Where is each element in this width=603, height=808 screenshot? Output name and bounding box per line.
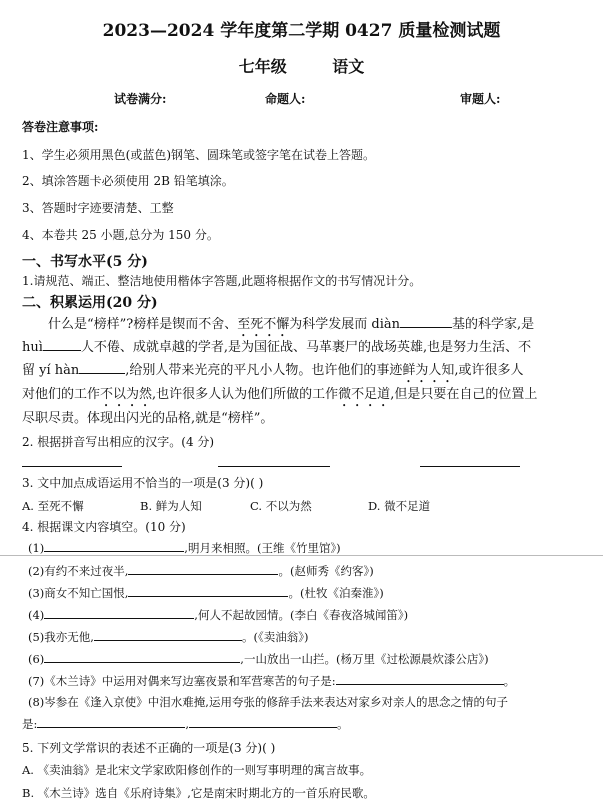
q4-item-1 (28, 539, 341, 556)
item-text: ,一山放出一山拦。(杨万里《过松源晨炊漆公店》) (240, 652, 489, 666)
item-text: ,明月来相照。(王维《竹里馆》) (184, 541, 341, 555)
q5-option-a[interactable]: A. 《卖油翁》是北宋文学家欧阳修创作的一则写事明理的寓言故事。 (22, 763, 372, 777)
section2-heading: 二、积累运用(20 分) (22, 295, 158, 311)
passage-text: 留 yí hàn (22, 363, 80, 378)
full-marks-label: 试卷满分: (114, 92, 167, 106)
passage-text: 人不倦、成就卓越的学者,是为国征战、马革裹尸的战场英雄,也是努力生活、不 (80, 340, 532, 355)
section1-heading: 一、书写水平(5 分) (22, 254, 148, 270)
question-3: 3. 文中加点成语运用不恰当的一项是(3 分)( ) (22, 476, 264, 490)
q3-option-c[interactable]: C. 不以为然 (250, 499, 312, 513)
note-item-2: 2、填涂答题卡必须使用 2B 铅笔填涂。 (22, 174, 234, 188)
grade-label: 七年级 (238, 57, 287, 76)
q4-item-7 (28, 672, 515, 689)
item-text: (1) (28, 541, 45, 555)
exam-subtitle (0, 54, 603, 77)
note-item-4: 4、本卷共 25 小题,总分为 150 分。 (22, 228, 219, 242)
q3-option-d[interactable]: D. 微不足道 (368, 499, 431, 513)
item-text: 。 (337, 717, 349, 731)
pinyin-blank-dianji[interactable] (400, 315, 452, 328)
item-text: 是: (22, 717, 38, 731)
q4-item-8-answer (22, 715, 349, 732)
passage-line-3 (22, 359, 524, 386)
dotted-idiom-a: 至死不懈 (237, 317, 290, 332)
answer-line-2[interactable] (218, 466, 330, 467)
passage-text: ,但是只要在自己的位置上 (390, 387, 538, 402)
q4-item-2 (28, 562, 374, 579)
q5-option-b[interactable]: B. 《木兰诗》选自《乐府诗集》,它是南宋时期北方的一首乐府民歌。 (22, 786, 375, 800)
q3-option-b[interactable]: B. 鲜为人知 (140, 499, 202, 513)
passage-line-4 (22, 383, 537, 410)
reviewer-label: 审题人: (460, 92, 501, 106)
item-text: 。(赵师秀《约客》) (278, 564, 374, 578)
q4-item-6 (28, 650, 489, 667)
dotted-idiom-b: 鲜为人知 (402, 363, 455, 378)
item-text: (3)商女不知亡国恨, (28, 586, 129, 600)
notes-heading: 答卷注意事项: (22, 120, 99, 134)
passage-text: ,也许很多人认为他们所做的工作 (152, 387, 339, 402)
q3-option-a[interactable]: A. 至死不懈 (22, 499, 84, 513)
passage-text: 什么是“榜样”?榜样是锲而不舍、 (48, 317, 238, 332)
q4-blank-1[interactable] (44, 539, 184, 552)
item-text: 。 (503, 674, 516, 688)
item-text: (5)我亦无他, (28, 630, 94, 644)
dotted-idiom-d: 微不足道 (338, 387, 391, 402)
question-1: 1.请规范、端正、整洁地使用楷体字答题,此题将根据作文的书写情况计分。 (22, 274, 422, 288)
q4-item-8: (8)岑参在《逢入京使》中泪水难掩,运用夸张的修辞手法来表达对家乡对亲人的思念之情的句子 (28, 695, 508, 709)
passage-line-5: 尽职尽责。体现出闪光的品格,就是“榜样”。 (22, 411, 274, 426)
passage-text: ,或许很多人 (454, 363, 524, 378)
q4-item-4 (28, 606, 408, 623)
q4-blank-8b[interactable] (189, 715, 337, 728)
passage-text: ,给别人带来光亮的平凡小人物。也许他们的事迹 (125, 363, 403, 378)
answer-line-1[interactable] (22, 466, 122, 467)
note-item-1: 1、学生必须用黑色(或蓝色)钢笔、圆珠笔或签字笔在试卷上答题。 (22, 148, 376, 162)
q4-blank-4[interactable] (44, 606, 194, 619)
q4-blank-6[interactable] (44, 650, 240, 663)
item-text: (2)有约不来过夜半, (28, 564, 129, 578)
item-text: ,何人不起故园情。(李白《春夜洛城闻笛》) (194, 608, 409, 622)
item-text: 。(《卖油翁》) (241, 630, 309, 644)
q4-item-3 (28, 584, 384, 601)
dotted-idiom-c: 不以为然 (100, 387, 153, 402)
pinyin-blank-hui[interactable] (43, 338, 81, 351)
q4-blank-5[interactable] (94, 628, 242, 641)
item-text: , (185, 717, 190, 731)
question-5: 5. 下列文学常识的表述不正确的一项是(3 分)( ) (22, 741, 276, 755)
exam-title: 2023—2024 学年度第二学期 0427 质量检测试题 (102, 21, 501, 41)
passage-text: huì (22, 340, 43, 355)
question-2: 2. 根据拼音写出相应的汉字。(4 分) (22, 435, 215, 449)
question-4: 4. 根据课文内容填空。(10 分) (22, 520, 186, 534)
q4-blank-8a[interactable] (37, 715, 185, 728)
subject-label: 语文 (332, 57, 365, 76)
q4-blank-3[interactable] (128, 584, 288, 597)
q4-item-5 (28, 628, 308, 645)
item-text: 。(杜牧《泊秦淮》) (288, 586, 384, 600)
pinyin-blank-yihan[interactable] (79, 361, 125, 374)
setter-label: 命题人: (265, 92, 306, 106)
item-text: (7)《木兰诗》中运用对偶来写边塞夜景和军营寒苦的句子是: (28, 674, 336, 688)
answer-line-3[interactable] (420, 466, 520, 467)
item-text: (4) (28, 608, 45, 622)
passage-line-2 (22, 336, 531, 355)
passage-text: 对他们的工作 (22, 387, 101, 402)
q4-blank-7[interactable] (336, 672, 504, 685)
item-text: (6) (28, 652, 45, 666)
q4-blank-2[interactable] (128, 562, 278, 575)
passage-text: 为科学发展而 diàn (289, 317, 401, 332)
passage-text: 基的科学家,是 (452, 317, 535, 332)
note-item-3: 3、答题时字迹要清楚、工整 (22, 201, 174, 215)
